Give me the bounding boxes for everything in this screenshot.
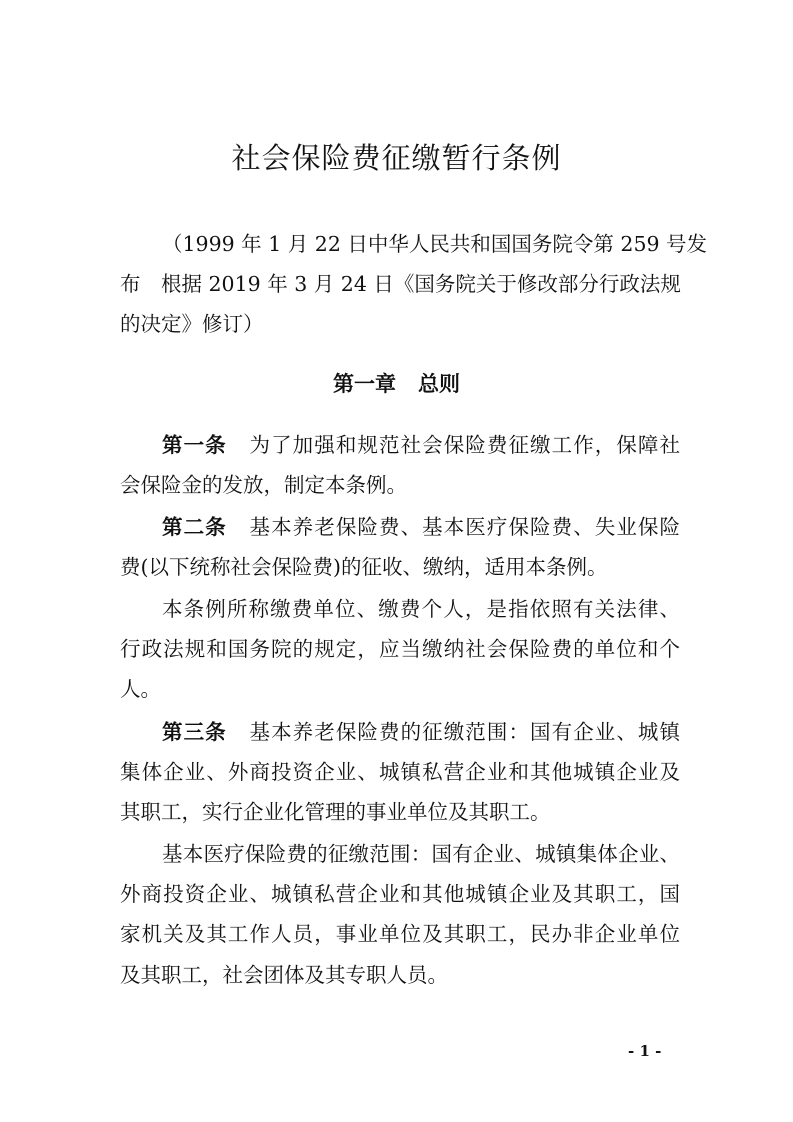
article-2-para2-line-1: 本条例所称缴费单位、缴费个人，是指依照有关法律、 xyxy=(162,597,680,621)
article-3-line-3: 其职工，实行企业化管理的事业单位及其职工。 xyxy=(120,800,551,824)
page-number: - 1 - xyxy=(628,1042,662,1060)
article-2-label: 第二条 xyxy=(162,515,227,539)
article-2-line-2: 费(以下统称社会保险费)的征收、缴纳，适用本条例。 xyxy=(120,555,608,579)
article-3-para2-line-3: 家机关及其工作人员，事业单位及其职工，民办非企业单位 xyxy=(120,922,680,946)
article-3-line-1 xyxy=(162,717,680,747)
article-3-line-2: 集体企业、外商投资企业、城镇私营企业和其他城镇企业及 xyxy=(120,760,680,784)
article-2-para2-line-2: 行政法规和国务院的规定，应当缴纳社会保险费的单位和个 xyxy=(120,637,680,661)
article-1-line-2: 会保险金的发放，制定本条例。 xyxy=(120,473,407,497)
article-2-line-1 xyxy=(162,512,680,542)
article-3-para2-line-4: 及其职工，社会团体及其专职人员。 xyxy=(120,963,448,987)
source-note-line-3: 的决定》修订） xyxy=(120,312,264,336)
article-3-para2-line-2: 外商投资企业、城镇私营企业和其他城镇企业及其职工，国 xyxy=(120,882,680,906)
article-1-label: 第一条 xyxy=(162,433,227,457)
article-2-text-1: 基本养老保险费、基本医疗保险费、失业保险 xyxy=(249,515,681,539)
source-note-line-2: 布 根据 2019 年 3 月 24 日《国务院关于修改部分行政法规 xyxy=(120,272,681,296)
article-2-para2-line-3: 人。 xyxy=(120,677,161,701)
article-3-text-1: 基本养老保险费的征缴范围：国有企业、城镇 xyxy=(249,720,681,744)
source-note-line-1: （1999 年 1 月 22 日中华人民共和国国务院令第 259 号发 xyxy=(162,232,708,256)
document-title: 社会保险费征缴暂行条例 xyxy=(231,141,562,175)
chapter-name: 总则 xyxy=(418,372,460,396)
chapter-heading xyxy=(0,369,793,399)
article-3-para2-line-1: 基本医疗保险费的征缴范围：国有企业、城镇集体企业、 xyxy=(162,842,680,866)
chapter-number: 第一章 xyxy=(333,372,396,396)
article-1-line-1 xyxy=(162,430,680,460)
article-3-label: 第三条 xyxy=(162,720,227,744)
article-1-text-1: 为了加强和规范社会保险费征缴工作，保障社 xyxy=(249,433,681,457)
